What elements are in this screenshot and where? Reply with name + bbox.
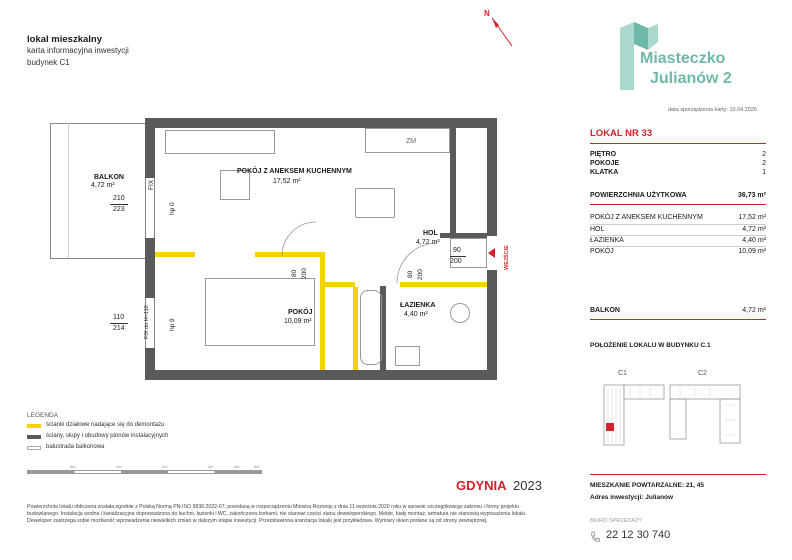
pokoj-aneks-area: 17,52 m² [273,178,301,185]
entrance-arrow-icon [488,248,495,258]
pokoj-aneks-label: POKÓJ Z ANEKSEM KUCHENNYM [237,168,352,175]
legend-swatch-gray [27,435,41,439]
pietro-value: 2 [762,151,766,158]
klatka-label: KLATKA [590,169,619,176]
brand-name-line2: Julianów 2 [650,70,732,87]
balkon-label-panel: BALKON [590,307,620,314]
pokoj-label: POKÓJ [288,309,313,316]
hp-top-label: hp 0 [169,202,176,215]
scale-2: 2m [162,464,168,469]
klatka-value: 1 [762,169,766,176]
phone-icon [590,530,600,542]
legend-swatch-light [27,446,41,450]
balkon-area: 4,72 m² [91,182,115,189]
city-name: GDYNIA [456,478,507,493]
pietro-label: PIĘTRO [590,151,617,158]
legend-item-3: balustrada balkonowa [46,444,105,450]
dim-80b: 80 [407,270,414,278]
balkon-value-panel: 4,72 m² [742,307,766,314]
scale-3: 3m [208,464,214,469]
pokoje-label: POKOJE [590,160,620,167]
hol-label: HOL [423,230,438,237]
pu-label: POWIERZCHNIA UŻYTKOWA [590,192,687,199]
legend-item-1: ścianki działowe nadające się do demontażu [46,422,165,428]
compass-label: N [484,9,490,18]
room-area-3: 4,40 m² [742,237,766,244]
dim-210: 210 [113,195,125,202]
room-name-1: POKÓJ Z ANEKSEM KUCHENNYM [590,214,703,221]
scale-1: 1m [116,464,122,469]
mieszkanie-powtarzalne: MIESZKANIE POWTARZALNE: 21, 45 [590,482,705,489]
lokal-number: LOKAL NR 33 [590,128,653,139]
dim-80a: 80 [291,269,298,277]
fix-bottom-label: FIX do H=110 [144,305,150,339]
pokoje-value: 2 [762,160,766,167]
adres-inwestycji: Adres inwestycji: Julianów [590,494,674,501]
hol-area: 4,72 m² [416,239,440,246]
dim-90: 90 [453,247,461,254]
document-title: lokal mieszkalny [27,34,102,45]
date-label: data sporządzenia karty: 10.04.2026 [668,107,757,113]
balkon-label: BALKON [94,174,124,181]
room-name-3: ŁAZIENKA [590,237,624,244]
room-name-4: POKÓJ [590,248,614,255]
dim-200c: 200 [417,269,424,280]
document-subtitle: karta informacyjna inwestycji [27,46,129,55]
dim-200a: 200 [450,258,462,265]
building-location-map [600,365,760,453]
pokoj-area: 10,09 m² [284,318,312,325]
room-area-1: 17,52 m² [738,214,766,221]
phone-number[interactable]: 22 12 30 740 [606,529,671,541]
legend-title: LEGENDA [27,412,59,419]
entrance-label: WEJŚCIE [504,245,510,270]
building-label: budynek C1 [27,58,70,67]
footer-disclaimer: Powierzchnia lokalu obliczona została zgodnie z Polską Normą PN-ISO 9836:2022-07, powołaną w rozporządzeniu Ministra Rozwoju z dnia 11 września 2020 roku w sprawie szczegółowego zakresu i formy projektu budowlanego. Instalacja wodna i kanalizacyjna doprowadzona do kuchni, łazienki i WC, zakończona korkami, nie stanowi części stanu deweloperskiego. Meble, biały montaż, armatura nie stanowią wyposażenia lokalu. Deweloper zastrzega sobie możliwość wprowadzenia niewielkich zmian w dalszym etapie inwestycji. Przedstawiona aranżacja lokalu jest przykładowa. Wymiary okien podane są od strony zewnętrznej. [27,504,527,524]
brand-name-line1: Miasteczko [640,50,726,67]
room-name-2: HOL [590,226,605,233]
legend-item-2: ściany, słupy i obudowy pionów instalacyjnych [46,433,169,439]
lazienka-label: ŁAZIENKA [400,302,436,309]
dim-110: 110 [113,314,125,321]
scale-0: 0m [70,464,76,469]
biuro-label: BIURO SPRZEDAŻY [590,518,642,524]
scale-5: 5m [254,464,260,469]
hp-bottom-label: hp 9 [169,318,176,331]
c1-label: C1 [618,370,627,377]
zm-label: ZM [406,138,417,145]
dim-214: 214 [113,325,125,332]
dim-200b: 200 [301,268,308,279]
city-year: 2023 [513,478,542,493]
polozenie-label: POŁOŻENIE LOKALU W BUDYNKU C.1 [590,342,711,349]
scale-bar [27,470,262,474]
scale-4: 4m [234,464,240,469]
fix-top-label: FIX [148,179,155,190]
room-area-4: 10,09 m² [738,248,766,255]
room-area-2: 4,72 m² [742,226,766,233]
c2-label: C2 [698,370,707,377]
lazienka-area: 4,40 m² [404,311,428,318]
dim-223: 223 [113,206,125,213]
legend-swatch-yellow [27,424,41,428]
pu-value: 36,73 m² [737,192,766,199]
floor-plan [40,118,520,380]
